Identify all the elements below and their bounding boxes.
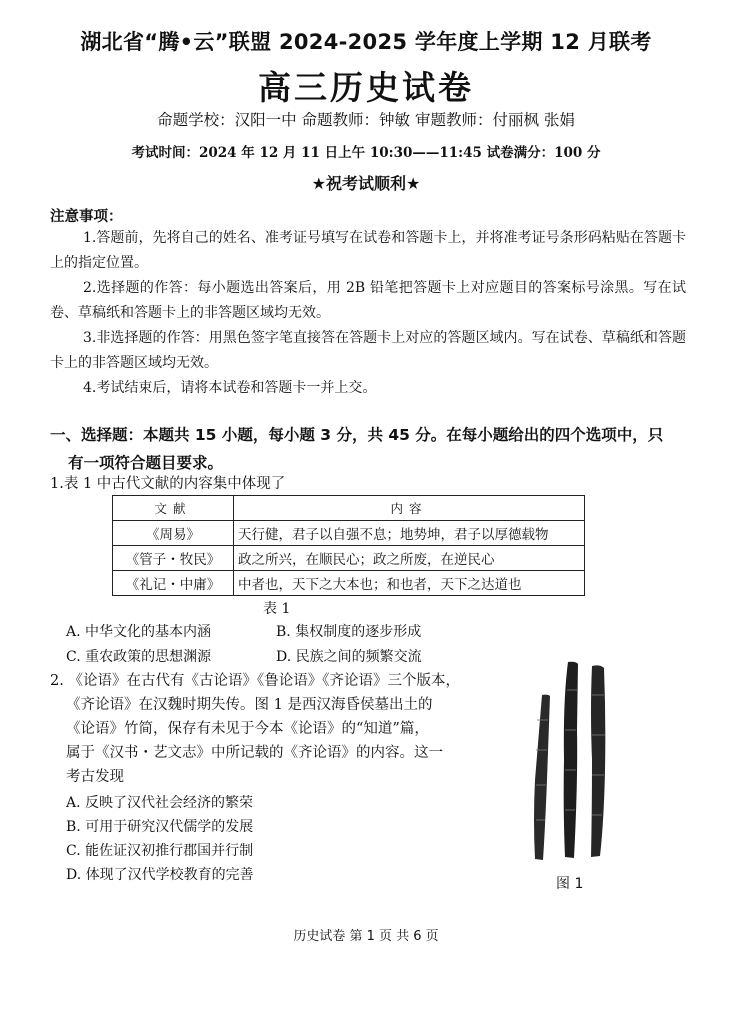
bamboo-slip [534, 695, 550, 860]
table-caption: 表 1 [263, 601, 291, 617]
stem-line: 属于《汉书・艺文志》中所记载的《齐论语》的内容。这一 [66, 745, 443, 761]
exam-staff: 命题学校：汉阳一中 命题教师：钟敏 审题教师：付丽枫 张娟 [157, 111, 575, 129]
option-b: B. 可用于研究汉代儒学的发展 [66, 819, 254, 835]
table-header-cell: 文献 [113, 496, 234, 521]
table-cell: 政之所兴，在顺民心；政之所废，在逆民心 [234, 546, 585, 571]
notice-heading: 注意事项： [50, 209, 123, 225]
option-b: B. 集权制度的逐步形成 [276, 624, 422, 640]
table-cell: 《周易》 [113, 521, 234, 546]
table-row [113, 546, 585, 571]
figure-caption: 图 1 [556, 876, 584, 892]
option-d: D. 民族之间的频繁交流 [276, 649, 422, 665]
option-a: A. 反映了汉代社会经济的繁荣 [66, 795, 254, 811]
bamboo-slip [591, 665, 605, 857]
table-row [113, 571, 585, 596]
table-cell: 《管子・牧民》 [113, 546, 234, 571]
option-c: C. 能佐证汉初推行郡国并行制 [66, 843, 254, 859]
table-row [113, 521, 585, 546]
section-heading-line: 有一项符合题目要求。 [68, 454, 224, 472]
exam-info: 考试时间：2024 年 12 月 11 日上午 10:30——11:45 试卷满分：100 分 [131, 145, 601, 161]
exam-header-title: 湖北省“腾•云”联盟 2024-2025 学年度上学期 12 月联考 [80, 30, 652, 54]
question-1-stem: 1.表 1 中古代文献的内容集中体现了 [50, 476, 286, 492]
option-c: C. 重农政策的思想渊源 [66, 649, 212, 665]
good-luck-banner: ★祝考试顺利★ [311, 174, 421, 193]
table-header-cell: 内容 [234, 496, 585, 521]
notice-item: 2.选择题的作答：每小题选出答案后，用 2B 铅笔把答题卡上对应题目的答案标号涂黑。写在试卷、草稿纸和答题卡上的非答题区域均无效。 [50, 280, 686, 321]
stem-line: 《齐论语》在汉魏时期失传。图 1 是西汉海昏侯墓出土的 [66, 697, 433, 713]
table-header-row [113, 496, 585, 521]
option-a: A. 中华文化的基本内涵 [66, 624, 212, 640]
section-heading [50, 421, 690, 477]
table-cell: 天行健，君子以自强不息；地势坤，君子以厚德载物 [234, 521, 585, 546]
bamboo-slip [564, 662, 578, 858]
table-cell: 《礼记・中庸》 [113, 571, 234, 596]
bamboo-slips-image [520, 660, 630, 865]
page-title: 高三历史试卷 [258, 68, 474, 107]
notice-item: 3.非选择题的作答：用黑色签字笔直接答在答题卡上对应的答题区域内。写在试卷、草稿纸和答题卡上的非答题区域均无效。 [50, 330, 686, 371]
stem-line: 2. 《论语》在古代有《古论语》《鲁论语》《齐论语》三个版本， [50, 673, 460, 689]
option-d: D. 体现了汉代学校教育的完善 [66, 867, 254, 883]
question-2-stem [50, 669, 500, 789]
page-footer: 历史试卷 第 1 页 共 6 页 [293, 929, 439, 944]
stem-line: 考古发现 [66, 769, 124, 785]
stem-line: 《论语》竹简，保存有未见于今本《论语》的“知道”篇， [66, 721, 429, 737]
notice-item: 1.答题前，先将自己的姓名、准考证号填写在试卷和答题卡上，并将准考证号条形码粘贴在答题卡上的指定位置。 [50, 230, 686, 271]
question-1-table [112, 495, 585, 596]
notice-list [50, 226, 686, 401]
table-cell: 中者也，天下之大本也；和也者，天下之达道也 [234, 571, 585, 596]
section-heading-line: 一、选择题：本题共 15 小题，每小题 3 分，共 45 分。在每小题给出的四个选项中，只 [50, 426, 664, 444]
notice-item: 4.考试结束后，请将本试卷和答题卡一并上交。 [83, 380, 377, 396]
